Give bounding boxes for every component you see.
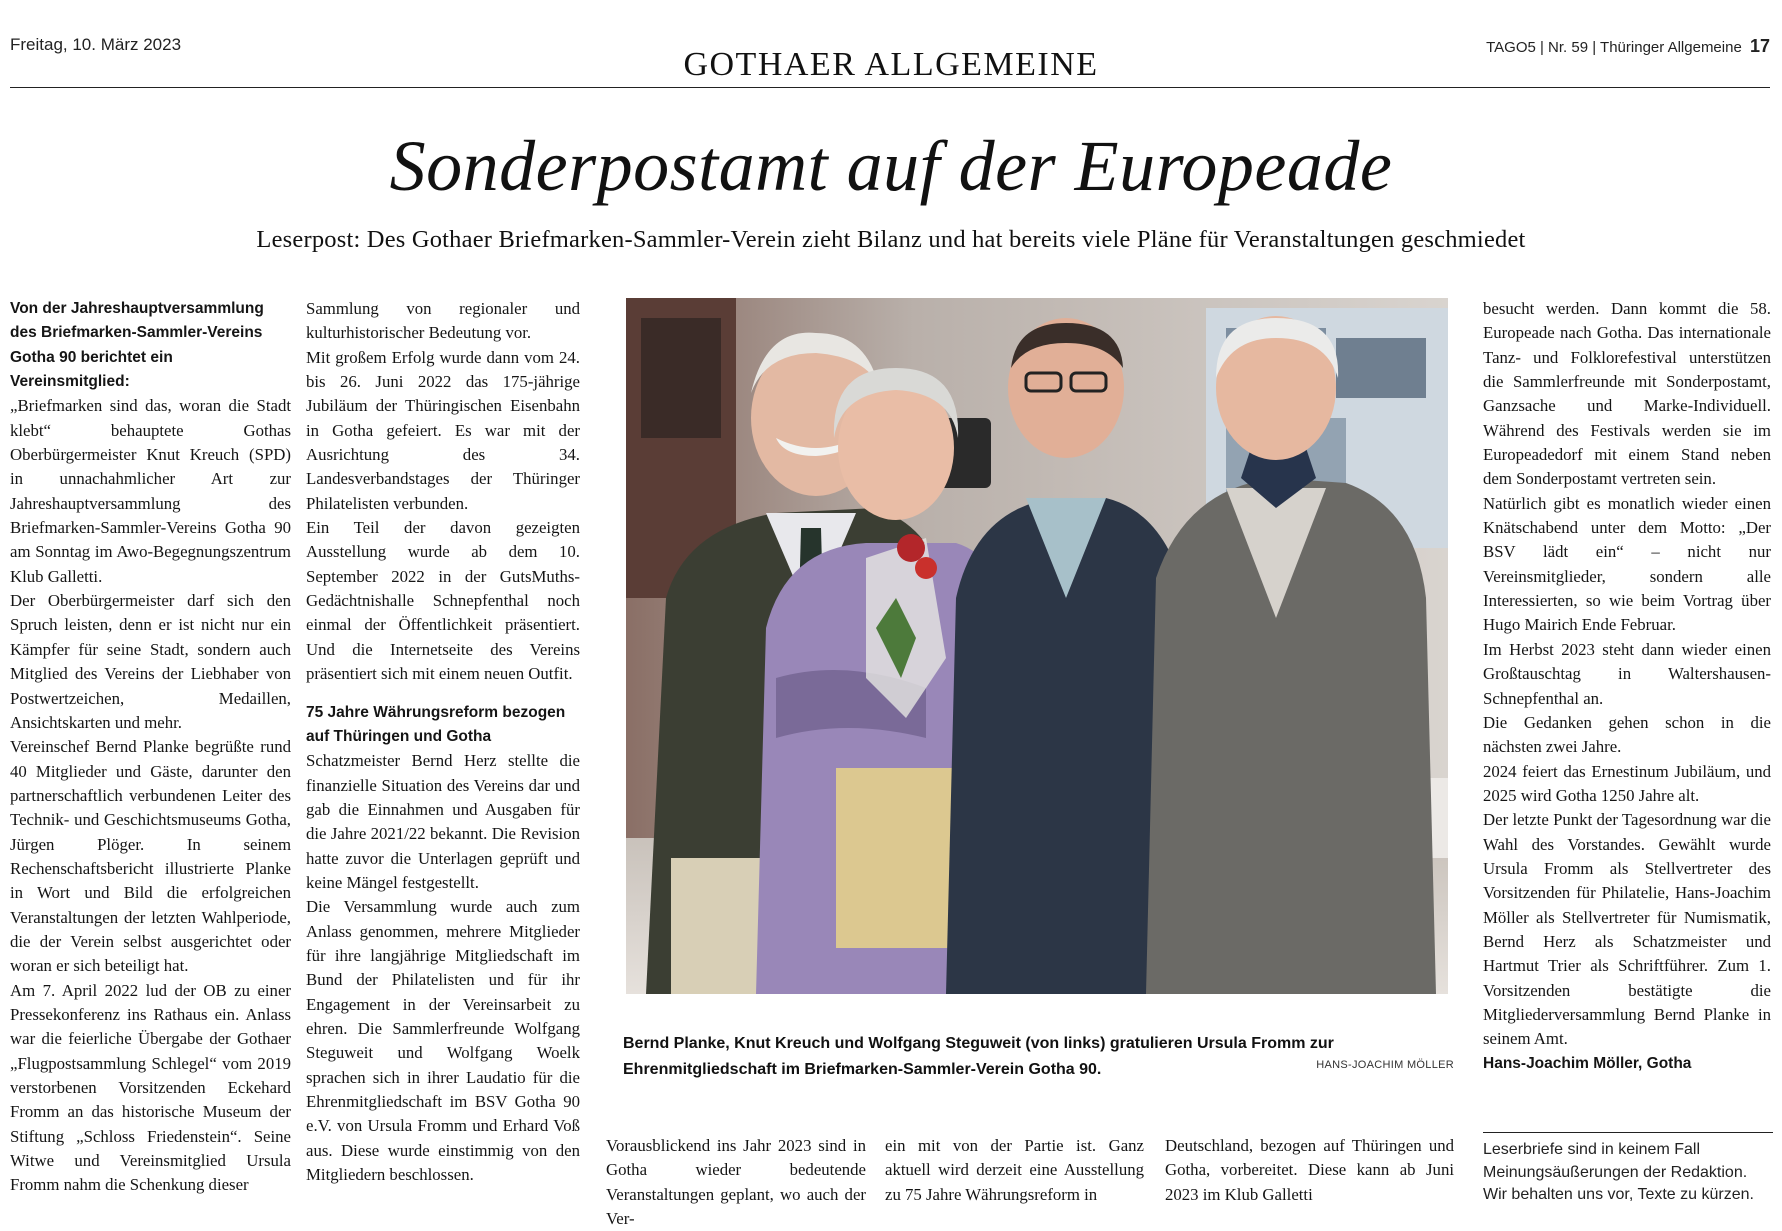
lead-text: Von der Jahreshauptversammlung des Briefmarken-Sammler-Vereins Gotha 90 berichtet ein Vereinsmitglied: [10, 300, 264, 391]
column-1 [10, 297, 291, 1198]
disclaimer-text: Leserbriefe sind in keinem Fall Meinungsäußerungen der Redaktion. Wir behalten uns vor, Texte zu kürzen. [1483, 1141, 1754, 1203]
bottom-column-3 [1165, 1134, 1454, 1207]
edition-info: TAGO5 | Nr. 59 | [1486, 39, 1597, 56]
paragraph: Vorausblickend ins Jahr 2023 sind in Gotha wieder bedeutende Veranstaltungen geplant, wo auch der Ver- [606, 1136, 866, 1229]
paragraph: Im Herbst 2023 steht dann wieder einen Großtauschtag in Waltershausen-Schnepfenthal an. [1483, 639, 1771, 708]
paragraph: Die Versammlung wurde auch zum Anlass genommen, mehrere Mitglieder für ihre langjährige Mitgliedschaft im Bund der Philatelisten und für ihr Engagement in der Vereinsarbeit zu ehren. Die Sammlerfreunde Wolfgang Steguweit und Wolfgang Woelk sprachen sich in ihrer Laudatio für die Ehrenmitgliedschaft im BSV Gotha 90 e.V. von Ursula Fromm und Erhard Voß aus. Diese wurde einstimmig von den Mitgliedern beschlossen. [306, 897, 580, 1185]
photo-credit: HANS-JOACHIM MÖLLER [1316, 1059, 1454, 1071]
paragraph: Die Gedanken gehen schon in die nächsten zwei Jahre. [1483, 712, 1771, 757]
caption-text: Bernd Planke, Knut Kreuch und Wolfgang Steguweit (von links) gratulieren Ursula Fromm zur Ehrenmitgliedschaft im Briefmarken-Sammler-Verein Gotha 90. [623, 1035, 1334, 1078]
paragraph: ein mit von der Partie ist. Ganz aktuell wird derzeit eine Ausstellung zu 75 Jahre Währungsreform in [885, 1136, 1144, 1204]
issue-date: Freitag, 10. März 2023 [10, 35, 182, 54]
author-signature: Hans-Joachim Möller, Gotha [1483, 1054, 1692, 1072]
photo-image [626, 298, 1448, 994]
paragraph: Der letzte Punkt der Tagesordnung war die Wahl des Vorstandes. Gewählt wurde Ursula Fromm als Stellvertreter des Vorsitzenden für Philatelie, Hans-Joachim Möller als Stellvertreter für Numismatik, Bernd Herz als Schatzmeister und Hartmut Trier als Schriftführer. Zum 1. Vorsitzenden bestätigte die Mitgliederversammlung Bernd Planke in seinem Amt. [1483, 810, 1771, 1049]
section-title: GOTHAER ALLGEMEINE [683, 46, 1099, 83]
paragraph: Vereinschef Bernd Planke begrüßte rund 40 Mitglieder und Gäste, darunter den partnerschaftlich verbundenen Leiter des Technik- und Geschichtsmuseums Gotha, Jürgen Plöger. In seinem Rechenschaftsbericht illustrierte Planke in Wort und Bild die erfolgreichen Veranstaltungen der letzten Wahlperiode, die der Verein selbst ausgerichtet oder woran er sich beteiligt hat. [10, 737, 291, 976]
paragraph: Mit großem Erfolg wurde dann vom 24. bis 26. Juni 2022 das 175-jährige Jubiläum der Thüringischen Eisenbahn in Gotha gefeiert. Es war mit der Ausrichtung des 34. Landesverbandstages der Thüringer Philatelisten verbunden. [306, 347, 580, 513]
bottom-column-2 [885, 1134, 1144, 1207]
bottom-column-1 [606, 1134, 866, 1231]
headline: Sonderpostamt auf der Europeade [389, 126, 1393, 206]
paragraph: Sammlung von regionaler und kulturhistorischer Bedeutung vor. [306, 299, 580, 343]
photo-caption [623, 1031, 1458, 1083]
column-3 [1483, 297, 1771, 1076]
reader-letter-disclaimer [1483, 1132, 1773, 1207]
subheadline: Leserpost: Des Gothaer Briefmarken-Sammler-Verein zieht Bilanz und hat bereits viele Pläne für Veranstaltungen geschmiedet [256, 226, 1526, 253]
paragraph: 2024 feiert das Ernestinum Jubiläum, und 2025 wird Gotha 1250 Jahre alt. [1483, 761, 1771, 805]
paragraph: Ein Teil der davon gezeigten Ausstellung wurde ab dem 10. September 2022 in der GutsMuths-Gedächtnishalle Schnepfenthal noch einmal der Öffentlichkeit präsentiert. Und die Internetseite des Vereins präsentiert sich mit einem neuen Outfit. [306, 518, 580, 684]
paragraph: „Briefmarken sind das, woran die Stadt klebt“ behauptete Gothas Oberbürgermeister Knut Kreuch (SPD) in unnachahmlicher Art zur Jahreshauptversammlung des Briefmarken-Sammler-Vereins Gotha 90 am Sonntag im Awo-Begegnungszentrum Klub Galletti. [10, 396, 291, 586]
disclaimer-rule [1483, 1132, 1773, 1133]
paper-name: Thüringer Allgemeine [1600, 39, 1742, 56]
paper-info [1486, 36, 1770, 57]
paragraph: Natürlich gibt es monatlich wieder einen Knätschabend unter dem Motto: „Der BSV lädt ein“ – nicht nur Vereinsmitglieder, sondern alle Interessierten, so wie beim Vortrag über Hugo Mairich Ende Februar. [1483, 493, 1771, 635]
paragraph: Schatzmeister Bernd Herz stellte die finanzielle Situation des Vereins dar und gab die Einnahmen und Ausgaben für die Jahre 2021/22 bekannt. Die Revision hatte zuvor die Unterlagen geprüft und keine Mängel festgestellt. [306, 751, 580, 892]
paragraph: Der Oberbürgermeister darf sich den Spruch leisten, denn er ist nicht nur ein Kämpfer für seine Stadt, sondern auch Mitglied des Vereins der Liebhaber von Postwertzeichen, Medaillen, Ansichtskarten und mehr. [10, 591, 291, 732]
paragraph: Deutschland, bezogen auf Thüringen und Gotha, vorbereitet. Diese kann ab Juni 2023 im Klub Galletti [1165, 1136, 1454, 1204]
paragraph: besucht werden. Dann kommt die 58. Europeade nach Gotha. Das internationale Tanz- und Folklorefestival unterstützen die Sammlerfreunde mit Sonderpostamt, Ganzsache und Marke-Individuell. Während des Festivals werden sie im Europeadedorf mit einem Stand neben dem Sonderpostamt vertreten sein. [1483, 299, 1771, 489]
article-photo [626, 298, 1448, 994]
paragraph: Am 7. April 2022 lud der OB zu einer Pressekonferenz ins Rathaus ein. Anlass war die feierliche Übergabe der Gothaer „Flugpostsammlung Schlegel“ vom 2019 verstorbenen Vorsitzenden Eckehard Fromm an das historische Museum der Stiftung „Schloss Friedenstein“. Seine Witwe und Vereinsmitglied Ursula Fromm nahm die Schenkung dieser [10, 980, 291, 1195]
page-number: 17 [1749, 36, 1770, 56]
header-rule [10, 87, 1770, 88]
subheading: 75 Jahre Währungsreform bezogen auf Thüringen und Gotha [306, 703, 566, 745]
column-2 [306, 297, 580, 1187]
